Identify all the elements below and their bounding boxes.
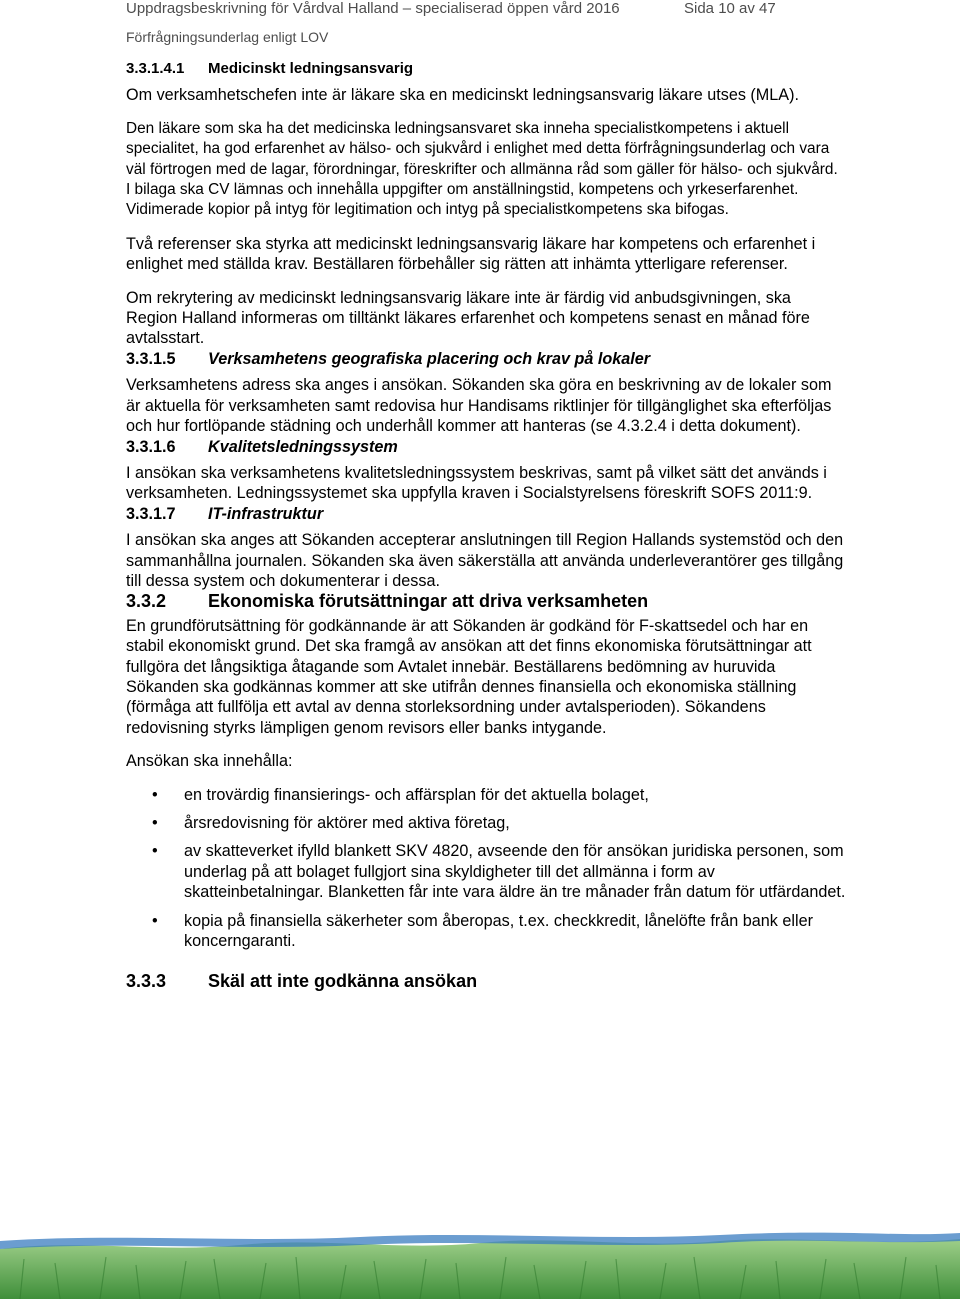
document-title: Uppdragsbeskrivning för Vårdval Halland – specialiserad öppen vård 2016 — [126, 0, 620, 17]
section-heading-3-3-1-4-1 — [126, 59, 846, 79]
bullet: • — [152, 842, 158, 861]
section-number: 3.3.1.6 — [126, 437, 176, 456]
section-number: 3.3.3 — [126, 971, 167, 992]
running-header — [126, 0, 776, 17]
section-number: 3.3.1.7 — [126, 504, 176, 523]
paragraph: Verksamhetens adress ska anges i ansökan. Sökanden ska göra en beskrivning av de lokaler som är aktuella för verksamheten samt redovisa hur Handisams riktlinjer för tillgänglighet ska efterföljas och hur fortlöpande städning och underhåll kommer att hanteras (se 4.3.2.4 i detta dokument). — [126, 376, 832, 436]
section-heading-3-3-1-5 — [126, 349, 846, 369]
section-heading-3-3-2 — [126, 591, 846, 611]
section-title: Verksamhetens geografiska placering och krav på lokaler — [208, 349, 651, 368]
paragraph: Två referenser ska styrka att medicinskt ledningsansvarig läkare har kompetens och erfarenhet i enlighet med ställda krav. Beställaren förbehåller sig rätten att inhämta ytterligare referenser. — [126, 234, 816, 274]
section-heading-3-3-1-7 — [126, 504, 846, 524]
section-title: Medicinskt ledningsansvarig — [208, 60, 414, 77]
document-body — [126, 59, 846, 996]
paragraph: Ansökan ska innehålla: — [126, 752, 293, 771]
section-number: 3.3.2 — [126, 591, 167, 612]
header-subtitle: Förfrågningsunderlag enligt LOV — [126, 29, 329, 45]
bullet: • — [152, 785, 158, 804]
section-number: 3.3.1.5 — [126, 349, 176, 368]
grass-band — [0, 1239, 960, 1299]
paragraph: Om verksamhetschefen inte är läkare ska en medicinskt ledningsansvarig läkare utses (MLA). — [126, 86, 799, 105]
list-item: • av skatteverket ifylld blankett SKV 4820, avseende den för ansökan juridiska personen, som underlag på att bolaget fullgjort sina skyldigheter till det allmänna i form av skatteinbetalningar. Blanketten får inte vara äldre än tre månader från datum för utfärdandet. — [152, 842, 846, 902]
paragraph: Den läkare som ska ha det medicinska ledningsansvaret ska inneha specialistkompetens i aktuell specialitet, ha god erfarenhet av hälso- och sjukvård i enlighet med detta förfrågningsunderlag och vara väl förtrogen med de lagar, förordningar, föreskrifter och allmänna råd som gäller för hälso- och sjukvård. I bilaga ska CV lämnas och innehålla uppgifter om anställningstid, kompetens och yrkeserfarenhet. Vidimerade kopior på intyg för legitimation och intyg på specialistkompetens ska bifogas. — [126, 119, 838, 219]
paragraph: En grundförutsättning för godkännande är att Sökanden är godkänd för F-skattsedel och har en stabil ekonomiskt grund. Det ska framgå av ansökan att det finns ekonomiska förutsättningar att fullgöra det långsiktiga åtagande som Avtalet innebär. Beställarens bedömning av huruvida Sökanden ska godkännas kommer att ske utifrån dennes finansiella och ekonomiska ställning (förmåga att fullfölja ett avtal av denna storleksordning under avtalsperioden). Sökandens redovisning styrks lämpligen genom revisors eller banks intygande. — [126, 616, 812, 737]
page-number: Sida 10 av 47 — [684, 0, 776, 17]
paragraph: I ansökan ska anges att Sökanden accepterar anslutningen till Region Hallands systemstöd och den sammanhållna journalen. Sökanden ska även säkerställa att använda underleverantörer ges tillgång till dessa system och dokumenterar i dessa. — [126, 531, 844, 590]
bullet: • — [152, 814, 158, 832]
list-item: • en trovärdig finansierings- och affärsplan för det aktuella bolaget, — [152, 785, 649, 804]
list-item: • årsredovisning för aktörer med aktiva företag, — [152, 814, 510, 832]
footer-grass-decoration — [0, 1219, 960, 1299]
section-title: Skäl att inte godkänna ansökan — [208, 971, 478, 992]
section-heading-3-3-3 — [126, 971, 846, 991]
section-heading-3-3-1-6 — [126, 437, 846, 457]
section-number: 3.3.1.4.1 — [126, 60, 185, 77]
paragraph: I ansökan ska verksamhetens kvalitetsledningssystem beskrivas, samt på vilket sätt det används i verksamheten. Ledningssystemet ska uppfylla kraven i Socialstyrelsens föreskrift SOFS 2011:9. — [126, 463, 827, 503]
section-title: IT-infrastruktur — [208, 504, 324, 523]
section-title: Kvalitetsledningssystem — [208, 437, 398, 456]
list-item: • kopia på finansiella säkerheter som åberopas, t.ex. checkkredit, lånelöfte från bank eller koncerngaranti. — [152, 911, 813, 951]
section-title: Ekonomiska förutsättningar att driva verksamheten — [208, 591, 649, 612]
bullet: • — [152, 911, 158, 930]
requirements-list — [126, 785, 846, 952]
paragraph: Om rekrytering av medicinskt ledningsansvarig läkare inte är färdig vid anbudsgivningen, ska Region Halland informeras om tilltänkt läkares erfarenhet och kompetens senast en månad före avtalsstart. — [126, 288, 810, 348]
